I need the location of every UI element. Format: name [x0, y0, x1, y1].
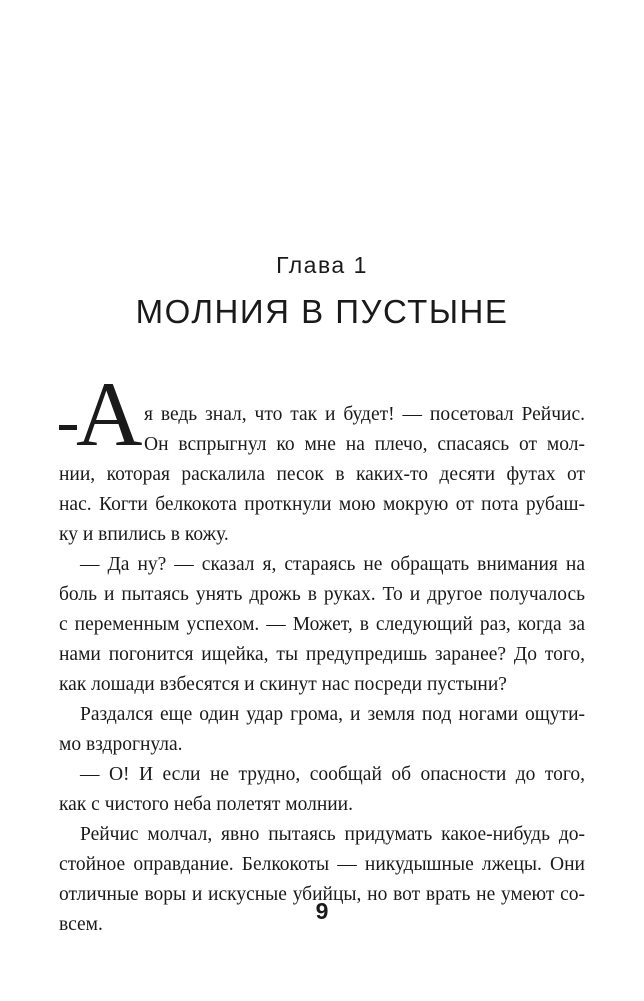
dropcap-letter: А	[76, 363, 143, 465]
text-line: нас. Когти белкокота проткнули мою мокрую от пота рубаш-	[59, 494, 585, 515]
text-line: с переменным успехом. — Может, в следующий раз, когда за	[59, 614, 585, 635]
text-line: отличные воры и искусные убийцы, но вот врать не умеют со-	[59, 884, 585, 905]
text-line: Рейчис молчал, явно пытаясь придумать какое-нибудь до-	[80, 824, 585, 845]
text-line: как с чистого неба полетят молнии.	[59, 794, 353, 815]
text-line: Раздался еще один удар грома, и земля под ногами ощути-	[80, 704, 585, 725]
text-line: как лошади взбесятся и скинут нас посреди пустыни?	[59, 674, 507, 695]
text-line: мо вздрогнула.	[59, 734, 183, 755]
chapter-title: МОЛНИЯ В ПУСТЫНЕ	[135, 293, 509, 330]
text-line: ку и впились в кожу.	[59, 524, 229, 545]
text-line: Он вспрыгнул ко мне на плечо, спасаясь от мол-	[144, 434, 585, 455]
text-line: я ведь знал, что так и будет! — посетовал Рейчис.	[144, 404, 585, 425]
chapter-label: Глава 1	[276, 252, 368, 278]
text-line: нии, которая раскалила песок в каких-то десяти футах от	[59, 464, 585, 485]
text-line: нами погонится ищейка, ты предупредишь заранее? До того,	[59, 644, 585, 665]
dropcap-dash	[59, 425, 77, 430]
text-line: — Да ну? — сказал я, стараясь не обращать внимания на	[80, 554, 585, 575]
text-line: — О! И если не трудно, сообщай об опасности до того,	[80, 764, 585, 785]
page-number: 9	[315, 898, 329, 924]
text-line: всем.	[59, 914, 103, 935]
text-line: боль и пытаясь унять дрожь в руках. То и другое получалось	[59, 584, 585, 605]
text-line: стойное оправдание. Белкокоты — никудышные лжецы. Они	[59, 854, 585, 875]
